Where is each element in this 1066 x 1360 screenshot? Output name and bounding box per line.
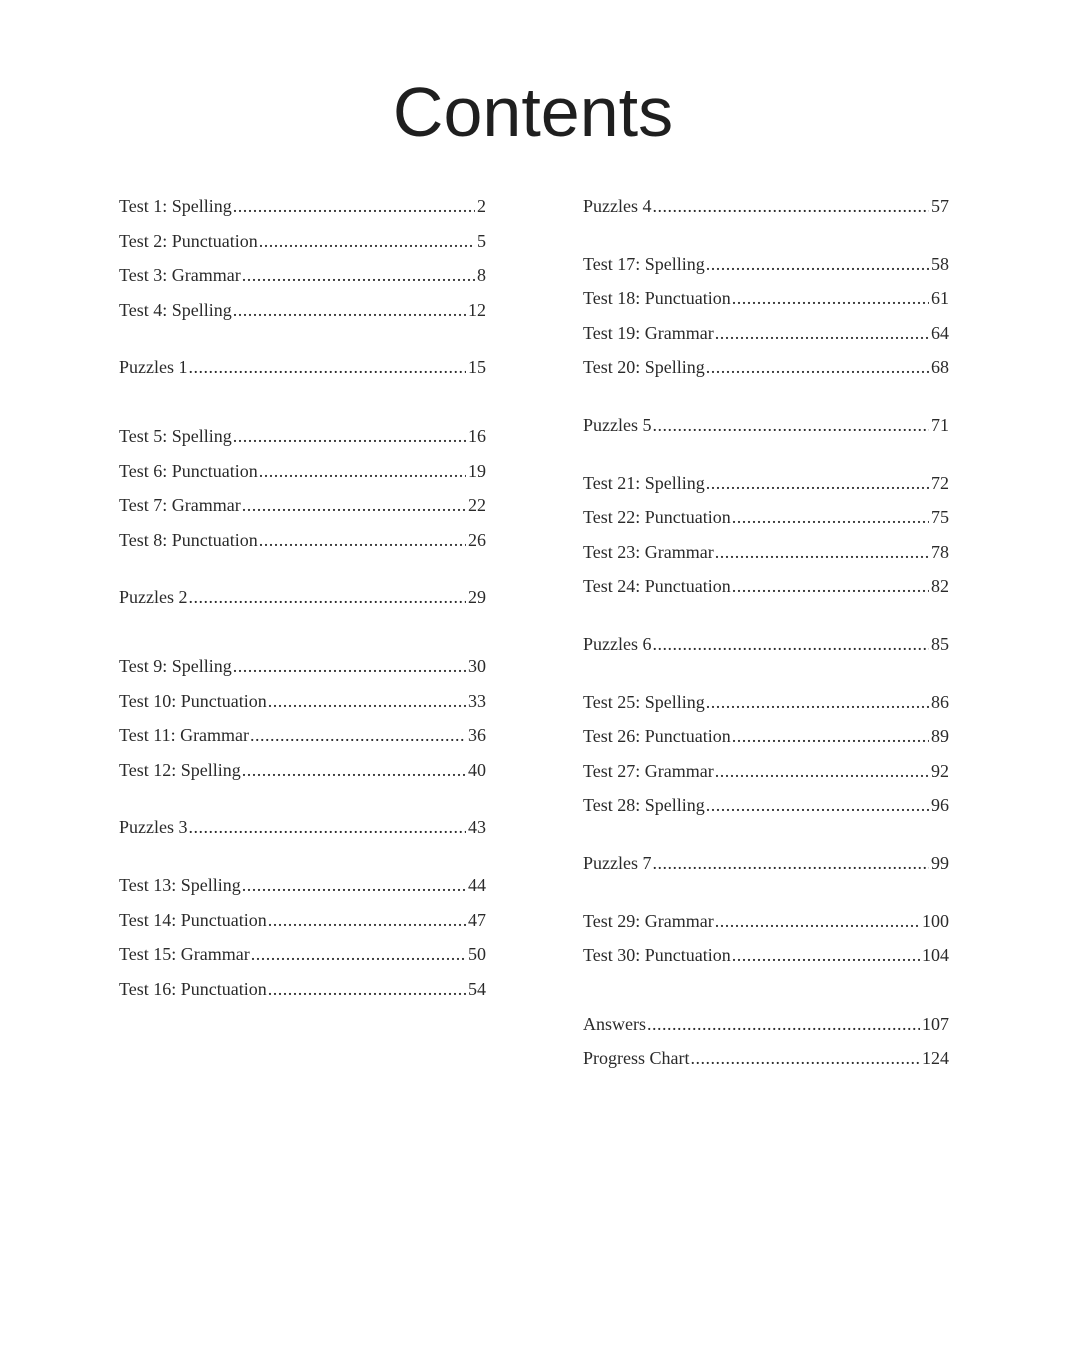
dot-leader	[732, 500, 929, 535]
toc-entry[interactable]	[583, 754, 949, 789]
toc-entry-page: 78	[931, 541, 949, 562]
toc-entry[interactable]	[119, 258, 486, 293]
toc-entry-label: Test 28: Spelling	[583, 795, 705, 816]
toc-entry-label: Test 11: Grammar	[119, 725, 250, 746]
toc-entry-page: 8	[477, 265, 486, 286]
dot-leader	[647, 1007, 920, 1042]
toc-entry-page: 12	[468, 299, 486, 320]
toc-entry-page: 47	[468, 909, 486, 930]
toc-entry-label: Test 2: Punctuation	[119, 230, 258, 251]
toc-entry-label: Test 20: Spelling	[583, 357, 705, 378]
toc-entry-page: 68	[931, 357, 949, 378]
page-title: Contents	[392, 73, 674, 151]
dot-leader	[706, 685, 929, 720]
toc-entry-label: Test 23: Grammar	[583, 541, 714, 562]
toc-entry[interactable]	[119, 903, 486, 938]
dot-leader	[715, 316, 929, 351]
toc-entry-page: 57	[931, 196, 949, 216]
toc-entry-page: 96	[931, 795, 949, 816]
dot-leader	[691, 1041, 921, 1076]
toc-entry-page: 75	[931, 507, 949, 528]
toc-entry-page: 85	[931, 633, 949, 654]
toc-entry[interactable]	[583, 938, 949, 973]
toc-entry[interactable]	[583, 350, 949, 385]
toc-entry-puzzles[interactable]	[583, 627, 949, 662]
toc-entry-page: 100	[922, 910, 949, 931]
dot-leader	[242, 258, 475, 293]
toc-entry[interactable]	[119, 293, 486, 328]
toc-entry-puzzles[interactable]	[583, 408, 949, 443]
toc-entry[interactable]	[119, 972, 486, 1007]
dot-leader	[652, 627, 929, 662]
toc-entry-label: Puzzles 5	[583, 414, 652, 435]
toc-entry-page: 22	[468, 495, 486, 516]
toc-entry-label: Test 19: Grammar	[583, 322, 714, 343]
toc-entry-label: Test 10: Punctuation	[119, 690, 267, 711]
dot-leader	[268, 903, 466, 938]
toc-entry-puzzles[interactable]	[119, 350, 486, 385]
toc-entry-label: Test 12: Spelling	[119, 759, 241, 780]
toc-entry-page: 40	[468, 759, 486, 780]
dot-leader	[250, 718, 466, 753]
toc-entry-label: Test 21: Spelling	[583, 472, 705, 493]
dot-leader	[732, 719, 929, 754]
toc-entry-page: 2	[477, 196, 486, 216]
dot-leader	[242, 868, 466, 903]
toc-entry-label: Test 16: Punctuation	[119, 978, 267, 999]
dot-leader	[268, 684, 466, 719]
toc-entry[interactable]	[583, 247, 949, 282]
dot-leader	[268, 972, 466, 1007]
toc-entry-page: 50	[468, 944, 486, 965]
toc-right-column	[583, 189, 949, 1076]
dot-leader	[715, 535, 929, 570]
toc-entry[interactable]	[583, 535, 949, 570]
dot-leader	[188, 580, 466, 615]
dot-leader	[233, 189, 475, 224]
toc-entry-page: 64	[931, 322, 949, 343]
toc-entry-label: Test 17: Spelling	[583, 253, 705, 274]
toc-entry-page: 43	[468, 817, 486, 838]
toc-entry-label: Test 4: Spelling	[119, 299, 232, 320]
toc-entry-page: 16	[468, 425, 486, 446]
toc-entry[interactable]	[583, 500, 949, 535]
toc-entry-page: 61	[931, 288, 949, 309]
toc-entry[interactable]	[119, 224, 486, 259]
dot-leader	[732, 938, 920, 973]
toc-entry-page: 5	[477, 230, 486, 251]
dot-leader	[652, 408, 929, 443]
toc-entry[interactable]	[583, 719, 949, 754]
dot-leader	[242, 488, 466, 523]
toc-entry-page: 86	[931, 691, 949, 712]
toc-entry-label: Answers	[583, 1013, 646, 1034]
toc-entry-page: 92	[931, 760, 949, 781]
toc-entry-label: Test 25: Spelling	[583, 691, 705, 712]
toc-entry-label: Puzzles 7	[583, 852, 652, 873]
dot-leader	[259, 454, 466, 489]
toc-entry-page: 104	[922, 945, 949, 966]
toc-entry-page: 44	[468, 874, 486, 895]
dot-leader	[242, 753, 466, 788]
dot-leader	[233, 649, 466, 684]
toc-entry-label: Test 26: Punctuation	[583, 726, 731, 747]
toc-entry-page: 124	[922, 1048, 949, 1069]
toc-entry-label: Test 18: Punctuation	[583, 288, 731, 309]
toc-entry[interactable]	[119, 454, 486, 489]
toc-entry[interactable]	[119, 868, 486, 903]
toc-entry-page: 82	[931, 576, 949, 597]
toc-entry-puzzles[interactable]	[119, 810, 486, 845]
dot-leader	[706, 788, 929, 823]
toc-entry[interactable]	[583, 569, 949, 604]
toc-entry-page: 29	[468, 587, 486, 608]
toc-entry-page: 26	[468, 529, 486, 550]
toc-entry-label: Puzzles 1	[119, 357, 188, 378]
toc-entry-label: Test 8: Punctuation	[119, 529, 258, 550]
dot-leader	[652, 846, 929, 881]
toc-entry[interactable]	[583, 316, 949, 351]
toc-entry[interactable]	[583, 904, 949, 939]
toc-entry[interactable]	[119, 488, 486, 523]
dot-leader	[251, 937, 466, 972]
toc-entry-label: Test 7: Grammar	[119, 495, 241, 516]
toc-entry-label: Puzzles 6	[583, 633, 652, 654]
toc-entry-label: Test 3: Grammar	[119, 265, 241, 286]
toc-entry-page: 89	[931, 726, 949, 747]
toc-entry[interactable]	[119, 684, 486, 719]
toc-entry-label: Test 29: Grammar	[583, 910, 714, 931]
toc-entry-puzzles[interactable]	[119, 580, 486, 615]
toc-entry-label: Test 22: Punctuation	[583, 507, 731, 528]
toc-entry-label: Test 6: Punctuation	[119, 460, 258, 481]
toc-entry-label: Puzzles 4	[583, 196, 652, 216]
dot-leader	[715, 754, 929, 789]
toc-entry-label: Test 27: Grammar	[583, 760, 714, 781]
toc-entry-label: Test 30: Punctuation	[583, 945, 731, 966]
toc-entry-answers[interactable]	[583, 1007, 949, 1042]
toc-entry-label: Puzzles 3	[119, 817, 188, 838]
toc-entry[interactable]	[119, 753, 486, 788]
toc-entry-page: 71	[931, 414, 949, 435]
toc-entry-label: Progress Chart	[583, 1048, 690, 1069]
toc-entry[interactable]	[583, 788, 949, 823]
toc-entry[interactable]	[119, 523, 486, 558]
dot-leader	[715, 904, 920, 939]
toc-entry-page: 99	[931, 852, 949, 873]
toc-entry-page: 30	[468, 655, 486, 676]
toc-entry[interactable]	[119, 937, 486, 972]
toc-entry[interactable]	[583, 281, 949, 316]
toc-entry-label: Test 14: Punctuation	[119, 909, 267, 930]
toc-entry-label: Test 9: Spelling	[119, 655, 232, 676]
dot-leader	[188, 810, 466, 845]
toc-entry-page: 107	[922, 1013, 949, 1034]
toc-entry-label: Puzzles 2	[119, 587, 188, 608]
dot-leader	[188, 350, 466, 385]
dot-leader	[732, 569, 929, 604]
toc-entry-label: Test 13: Spelling	[119, 874, 241, 895]
toc-entry-label: Test 5: Spelling	[119, 425, 232, 446]
toc-entry-puzzles[interactable]	[583, 189, 949, 224]
dot-leader	[259, 224, 475, 259]
dot-leader	[706, 350, 929, 385]
toc-entry-progress-chart[interactable]	[583, 1041, 949, 1076]
dot-leader	[706, 466, 929, 501]
toc-entry-page: 33	[468, 690, 486, 711]
toc-entry[interactable]	[119, 649, 486, 684]
toc-entry-page: 58	[931, 253, 949, 274]
dot-leader	[233, 419, 466, 454]
toc-entry-page: 72	[931, 472, 949, 493]
dot-leader	[259, 523, 466, 558]
dot-leader	[732, 281, 929, 316]
toc-entry-page: 36	[468, 725, 486, 746]
toc-entry-page: 19	[468, 460, 486, 481]
toc-left-column	[119, 189, 486, 1006]
toc-entry-label: Test 15: Grammar	[119, 944, 250, 965]
toc-entry-label: Test 24: Punctuation	[583, 576, 731, 597]
toc-entry-page: 54	[468, 978, 486, 999]
toc-entry[interactable]	[119, 718, 486, 753]
dot-leader	[706, 247, 929, 282]
toc-entry-label: Test 1: Spelling	[119, 196, 232, 216]
toc-entry[interactable]	[583, 685, 949, 720]
dot-leader	[233, 293, 466, 328]
toc-entry[interactable]	[119, 189, 486, 224]
dot-leader	[652, 189, 929, 224]
toc-entry[interactable]	[583, 466, 949, 501]
toc-entry-puzzles[interactable]	[583, 846, 949, 881]
toc-entry-page: 15	[468, 357, 486, 378]
toc-entry[interactable]	[119, 419, 486, 454]
